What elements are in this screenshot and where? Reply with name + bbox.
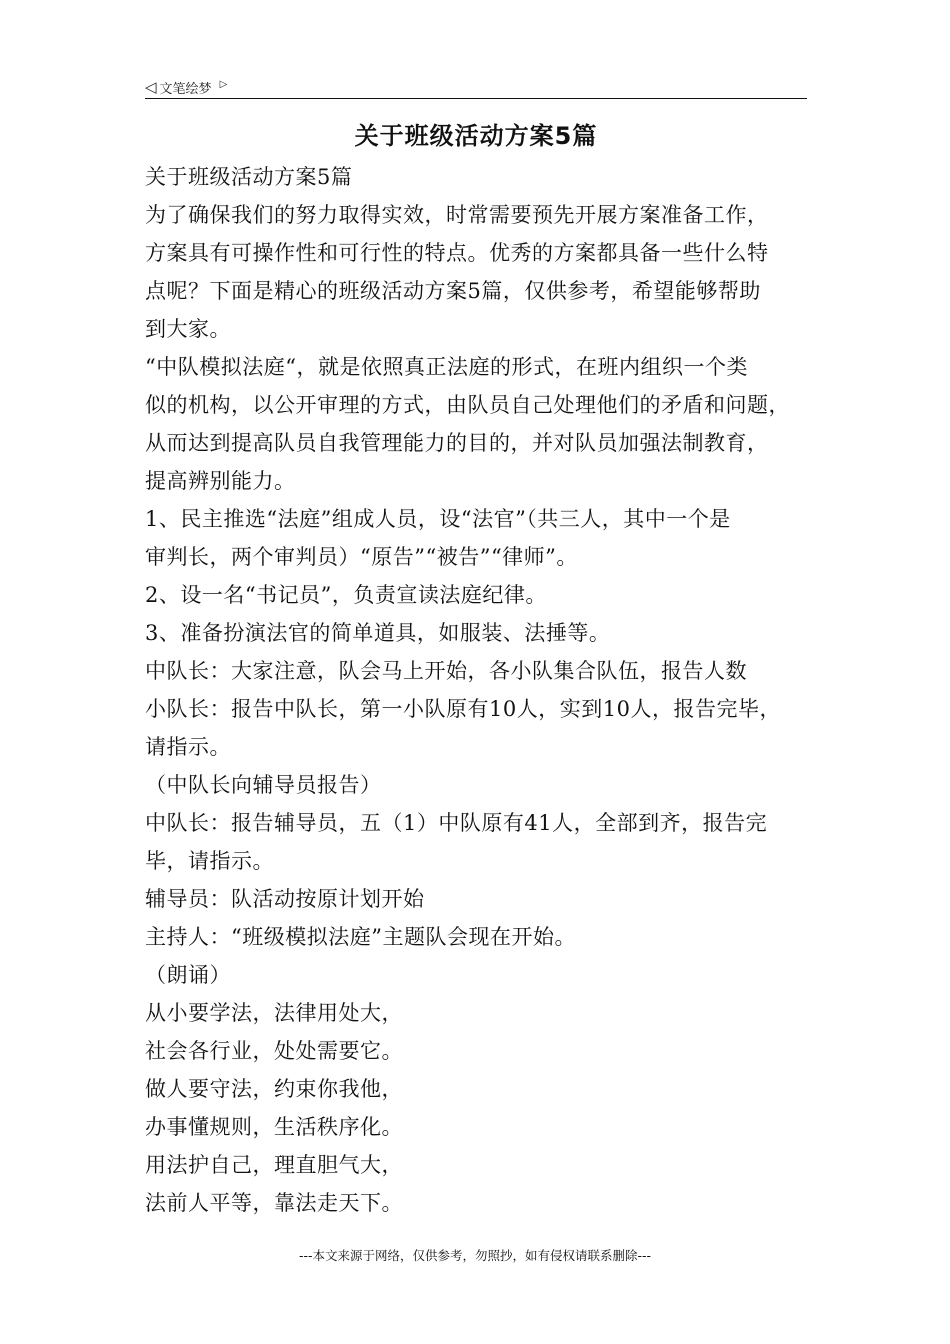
text-line: 中队长：报告辅导员，五（1）中队原有41人，全部到齐，报告完	[145, 811, 768, 835]
left-triangle-icon: ◁	[145, 78, 157, 96]
text-line: 中队长：大家注意，队会马上开始，各小队集合队伍，报告人数	[145, 659, 747, 683]
text-line: （中队长向辅导员报告）	[145, 773, 382, 797]
text-line: 关于班级活动方案5篇	[145, 165, 353, 189]
text-line: （朗诵）	[145, 963, 231, 987]
text-line: 提高辨别能力。	[145, 469, 296, 493]
text-line: 请指示。	[145, 735, 231, 759]
text-line: 办事懂规则，生活秩序化。	[145, 1115, 403, 1139]
text-line: 2、设一名“书记员”，负责宣读法庭纪律。	[145, 583, 547, 607]
text-line: 做人要守法，约束你我他，	[145, 1077, 403, 1101]
text-line: 1、民主推选“法庭”组成人员，设“法官”（共三人，其中一个是	[145, 507, 731, 531]
right-triangle-icon: ▷	[219, 78, 228, 90]
text-line: 方案具有可操作性和可行性的特点。优秀的方案都具备一些什么特	[145, 241, 769, 265]
text-line: 到大家。	[145, 317, 231, 341]
text-line: 主持人：“班级模拟法庭”主题队会现在开始。	[145, 925, 576, 949]
header-brand: 文笔绘梦	[159, 81, 212, 97]
text-line: 法前人平等，靠法走天下。	[145, 1191, 403, 1215]
text-line: 用法护自己，理直胆气大，	[145, 1153, 403, 1177]
document-body	[145, 158, 810, 1222]
text-line: 小队长：报告中队长，第一小队原有10人，实到10人，报告完毕，	[145, 697, 781, 721]
page-header	[145, 76, 807, 98]
text-line: 3、准备扮演法官的简单道具，如服装、法捶等。	[145, 621, 611, 645]
text-line: 似的机构，以公开审理的方式，由队员自己处理他们的矛盾和问题，	[145, 393, 790, 417]
text-line: 毕，请指示。	[145, 849, 274, 873]
text-line: 审判长，两个审判员）“原告”“被告”“律师”。	[145, 545, 578, 569]
text-line: 为了确保我们的努力取得实效，时常需要预先开展方案准备工作，	[145, 203, 769, 227]
text-line: 辅导员：队活动按原计划开始	[145, 887, 425, 911]
text-line: 点呢？下面是精心的班级活动方案5篇，仅供参考，希望能够帮助	[145, 279, 761, 303]
document-title: 关于班级活动方案5篇	[354, 122, 598, 150]
text-line: 从小要学法，法律用处大，	[145, 1001, 403, 1025]
text-line: 社会各行业，处处需要它。	[145, 1039, 403, 1063]
text-line: 从而达到提高队员自我管理能力的目的，并对队员加强法制教育，	[145, 431, 769, 455]
footer-disclaimer: ---本文来源于网络，仅供参考，勿照抄，如有侵权请联系删除---	[298, 1248, 652, 1263]
text-line: “中队模拟法庭“，就是依照真正法庭的形式，在班内组织一个类	[145, 355, 748, 379]
header-divider	[145, 98, 807, 99]
